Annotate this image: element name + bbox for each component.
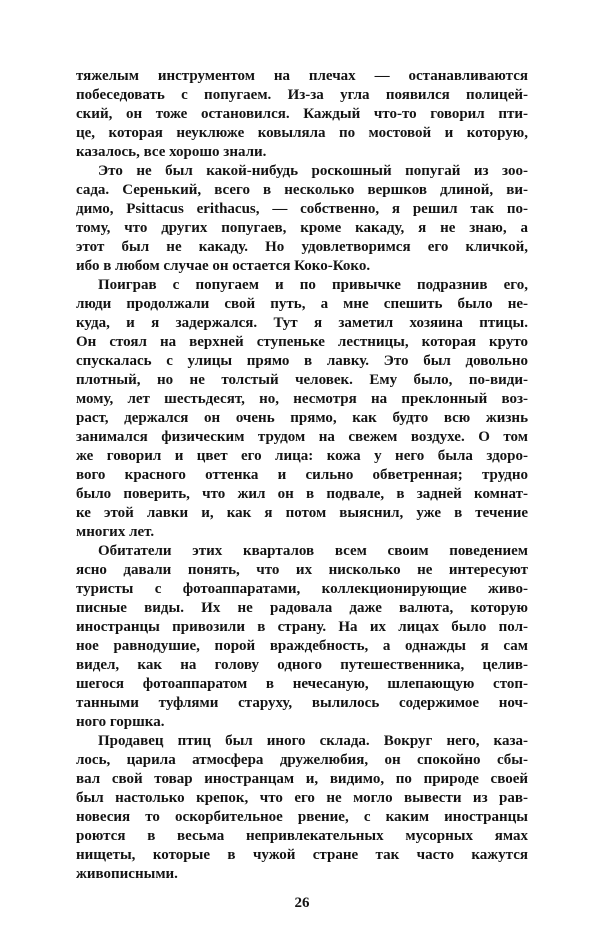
text-line: куда, и я задержался. Тут я заметил хозяина птицы. — [76, 315, 528, 331]
page-number: 26 — [294, 895, 310, 911]
paragraph — [76, 162, 528, 276]
text-line: же говорил и цвет его лица: кожа у него была здоро- — [76, 448, 528, 464]
text-line: ский, он тоже остановился. Каждый что-то говорил пти- — [76, 106, 528, 122]
text-line: побеседовать с попугаем. Из-за угла появился полицей- — [76, 87, 528, 103]
text-line: танными туфлями старуху, вылилось содержимое ноч- — [76, 695, 528, 711]
paragraph — [76, 542, 528, 732]
text-line: лось, царила атмосфера дружелюбия, он спокойно сбы- — [76, 752, 528, 768]
text-line: нищеты, которые в чужой стране так часто кажутся — [76, 847, 528, 863]
page-body-text — [76, 67, 528, 884]
text-line: Обитатели этих кварталов всем своим поведением — [98, 543, 528, 559]
text-line: занимался физическим трудом на свежем воздухе. О том — [76, 429, 528, 445]
text-line: сада. Серенький, всего в несколько вершков длиной, ви- — [76, 182, 528, 198]
text-line: Он стоял на верхней ступеньке лестницы, которая круто — [76, 334, 528, 350]
text-line: димо, Psittacus erithacus, — собственно, я решил так по- — [76, 201, 528, 217]
text-line: ного горшка. — [76, 714, 165, 730]
text-line: казалось, все хорошо знали. — [76, 144, 267, 160]
book-page — [76, 67, 528, 913]
paragraph — [76, 67, 528, 162]
text-line: было поверить, что жил он в подвале, в задней комнат- — [76, 486, 528, 502]
paragraph — [76, 276, 528, 542]
text-line: вого красного оттенка и сильно обветренная; трудно — [76, 467, 528, 483]
text-line: Это не был какой-нибудь роскошный попугай из зоо- — [98, 163, 528, 179]
text-line: иностранцы привозили в страну. На их лицах было пол- — [76, 619, 528, 635]
text-line: ибо в любом случае он остается Коко-Коко. — [76, 258, 371, 274]
text-line: шегося фотоаппаратом в нечесаную, шлепающую стоп- — [76, 676, 528, 692]
text-line: ясно давали понять, что их нисколько не интересуют — [76, 562, 528, 578]
text-line: тяжелым инструментом на плечах — останавливаются — [76, 68, 528, 84]
text-line: тому, что других попугаев, кроме какаду, я не знаю, а — [76, 220, 528, 236]
text-line: мому, лет шестьдесят, но, несмотря на преклонный воз- — [76, 391, 528, 407]
text-line: ке этой лавки и, как я потом выяснил, уже в течение — [76, 505, 528, 521]
text-line: живописными. — [76, 866, 178, 882]
text-line: раст, держался он очень прямо, как будто всю жизнь — [76, 410, 528, 426]
text-line: Поиграв с попугаем и по привычке подразнив его, — [98, 277, 528, 293]
text-line: спускалась с улицы прямо в лавку. Это был довольно — [76, 353, 528, 369]
paragraph — [76, 732, 528, 884]
text-line: люди продолжали свой путь, а мне спешить было не- — [76, 296, 528, 312]
text-line: плотный, но не толстый человек. Ему было, по-види- — [76, 372, 528, 388]
text-line: писные виды. Их не радовала даже валюта, которую — [76, 600, 528, 616]
text-line: многих лет. — [76, 524, 155, 540]
text-line: роются в весьма непривлекательных мусорных ямах — [76, 828, 528, 844]
text-line: туристы с фотоаппаратами, коллекционирующие живо- — [76, 581, 528, 597]
text-line: видел, как на голову одного путешественника, целив- — [76, 657, 528, 673]
text-line: вал свой товар иностранцам и, видимо, по природе своей — [76, 771, 528, 787]
text-line: Продавец птиц был иного склада. Вокруг него, каза- — [98, 733, 528, 749]
text-line: был настолько крепок, что его не могло вывести из рав- — [76, 790, 528, 806]
text-line: новесия то оскорбительное рвение, с каким иностранцы — [76, 809, 528, 825]
text-line: ное равнодушие, порой враждебность, а однажды я сам — [76, 638, 528, 654]
text-line: этот был не какаду. Но удовлетворимся его кличкой, — [76, 239, 528, 255]
text-line: це, которая неуклюже ковыляла по мостовой и которую, — [76, 125, 528, 141]
